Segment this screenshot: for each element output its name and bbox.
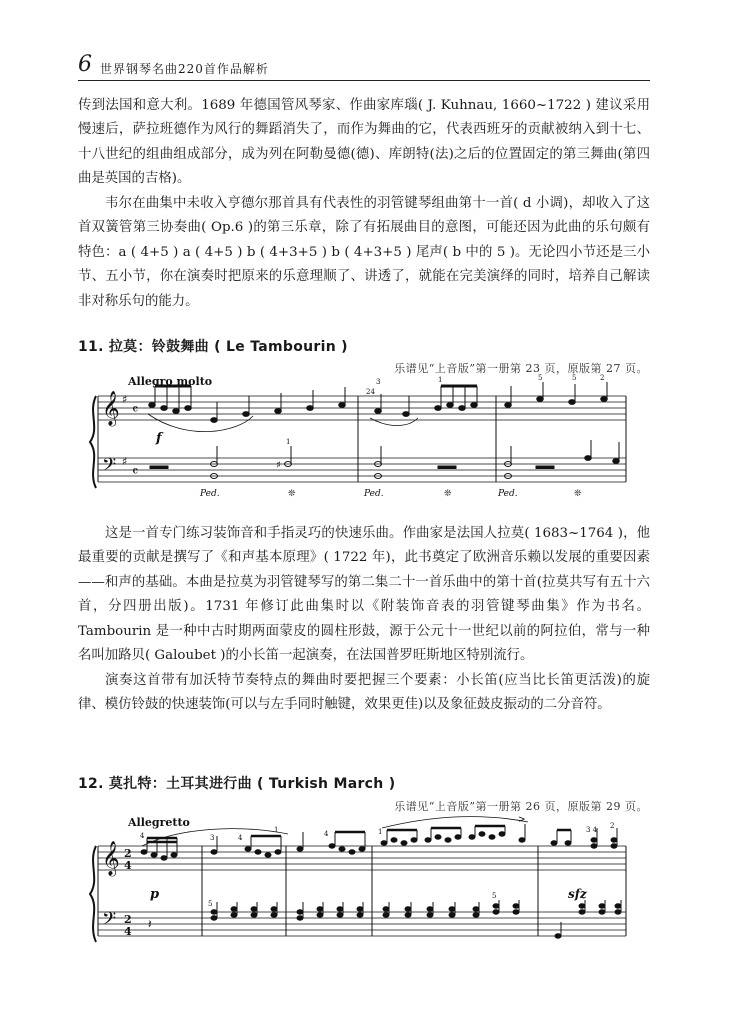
score-le-tambourin: [88, 372, 648, 506]
svg-text:4: 4: [140, 832, 145, 840]
svg-text:>: >: [518, 815, 526, 825]
svg-text:2: 2: [610, 822, 615, 830]
dynamic-f: f: [156, 431, 162, 446]
tempo-marking: Allegretto: [128, 816, 190, 829]
ped-release-3: ❊: [574, 489, 582, 499]
running-header: [78, 52, 678, 82]
svg-text:♯: ♯: [276, 460, 281, 471]
svg-text:3 4: 3 4: [586, 826, 598, 834]
key-sharp-bass: ♯: [122, 455, 128, 468]
svg-text:4: 4: [324, 830, 329, 838]
svg-text:1: 1: [438, 376, 443, 384]
score-turkish-march: [88, 810, 648, 950]
ped-mark-1: Ped.: [200, 489, 220, 499]
header-rule: [78, 80, 650, 81]
time-bottom-treble: 4: [124, 859, 132, 872]
dynamic-p: p: [150, 887, 160, 902]
svg-text:5: 5: [572, 374, 577, 382]
treble-clef: 𝄞: [102, 841, 120, 876]
bass-clef: 𝄢: [102, 909, 117, 934]
svg-text:1: 1: [378, 828, 383, 836]
svg-text:1: 1: [274, 826, 279, 834]
paragraph-performance: 演奏这首带有加沃特节奏特点的舞曲时要把握三个要素：小长笛(应当比长笛更活泼)的旋律、模仿铃鼓的快速装饰(可以与左手同时触键，效果更佳)以及象征鼓皮振动的二分音符。: [78, 673, 650, 713]
svg-text:5: 5: [492, 892, 497, 900]
paragraph-handel: 韦尔在曲集中未收入亨德尔那首具有代表性的羽管键琴组曲第十一首( d 小调)，却收入了这首双簧管第三协奏曲( Op.6 )的第三乐章，除了有拓展曲目的意图，可能还因为此曲的乐句颇有特色：a ( 4+5 ) a ( 4+5 ) b ( 4+3+5 ) b ( 4+3+5 ) 尾声( b 中的 5 )。无论四小节还是三小节、五小节，你在演奏时把原来的乐意理顺了、讲透了，就能在完美演绎的同时，培养自己解读非对称乐句的能力。: [78, 196, 650, 309]
treble-staff: [98, 396, 626, 420]
time-bottom-bass: 4: [124, 925, 132, 938]
svg-text:3: 3: [210, 834, 215, 842]
notes-m3-treble: [297, 830, 365, 854]
notes-m4-treble: [378, 815, 528, 845]
time-signature-treble: 𝄴: [132, 402, 139, 418]
svg-text:𝄽: 𝄽: [148, 917, 152, 931]
source-note-11: 乐谱见“上音版”第一册第 23 页，原版第 27 页。: [394, 362, 648, 375]
grand-staff-brace: [90, 846, 96, 942]
paragraph-rameau: 这是一首专门练习装饰音和手指灵巧的快速乐曲。作曲家是法国人拉莫( 1683~1764 )，他最重要的贡献是撰写了《和声基本原理》( 1722 年)，此书奠定了欧洲音乐赖以发展的重要因素——和声的基础。本曲是拉莫为羽管键琴写的第二集二十一首乐曲中的第十首(拉莫共写有五十六首，分四册出版)。1731 年修订此曲集时以《附装饰音表的羽管键琴曲集》作为书名。Tambourin 是一种中古时期两面蒙皮的圆柱形鼓，源于公元十一世纪以前的阿拉伯，常与一种名叫加路贝( Galoubet )的小长笛一起演奏，在法国普罗旺斯地区特别流行。: [78, 526, 650, 664]
svg-text:5: 5: [538, 374, 543, 382]
time-top-bass: 2: [124, 913, 132, 926]
tempo-marking: Allegro molto: [128, 375, 213, 388]
notes-m5-treble: [551, 822, 617, 848]
ped-release-1: ❊: [288, 489, 296, 499]
barlines: [98, 846, 626, 936]
ped-release-2: ❊: [444, 489, 452, 499]
svg-text:4: 4: [238, 834, 243, 842]
svg-text:1: 1: [286, 438, 291, 446]
source-note-12: 乐谱见“上音版”第一册第 26 页，原版第 29 页。: [394, 800, 648, 813]
time-top-treble: 2: [124, 847, 132, 860]
notes-bass: [148, 892, 621, 938]
svg-text:3: 3: [376, 378, 381, 386]
key-sharp-treble: ♯: [122, 393, 128, 406]
bass-staff: [98, 458, 626, 482]
ped-mark-3: Ped.: [498, 489, 518, 499]
section-title-12: 12. 莫扎特：土耳其进行曲 ( Turkish March ): [78, 776, 396, 792]
book-title: 世界钢琴名曲220首作品解析: [100, 62, 269, 76]
bass-clef: 𝄢: [102, 455, 117, 480]
notes-m2-treble: [366, 376, 477, 426]
grand-staff-brace: [90, 396, 96, 488]
notes-m1-treble: [148, 386, 345, 432]
paragraph-sarabande: 传到法国和意大利。1689 年德国管风琴家、作曲家库瑙( J. Kuhnau, 1660~1722 ) 建议采用慢速后，萨拉班德作为风行的舞蹈消失了，而作为舞曲的它，代表西班牙的贡献被纳入到十七、十八世纪的组曲组成部分，成为列在阿勒曼德(德)、库朗特(法)之后的位置固定的第三舞曲(第四曲是英国的吉格)。: [78, 98, 650, 187]
treble-clef: 𝄞: [102, 391, 120, 426]
page-number: 6: [78, 52, 92, 77]
section-title-11: 11. 拉莫：铃鼓舞曲 ( Le Tambourin ): [78, 339, 348, 355]
svg-text:5: 5: [208, 900, 213, 908]
ped-mark-2: Ped.: [364, 489, 384, 499]
dynamic-sfz: sfz: [568, 887, 587, 901]
svg-text:24: 24: [366, 388, 375, 396]
svg-text:2: 2: [600, 374, 605, 382]
time-signature-bass: 𝄴: [132, 464, 139, 480]
